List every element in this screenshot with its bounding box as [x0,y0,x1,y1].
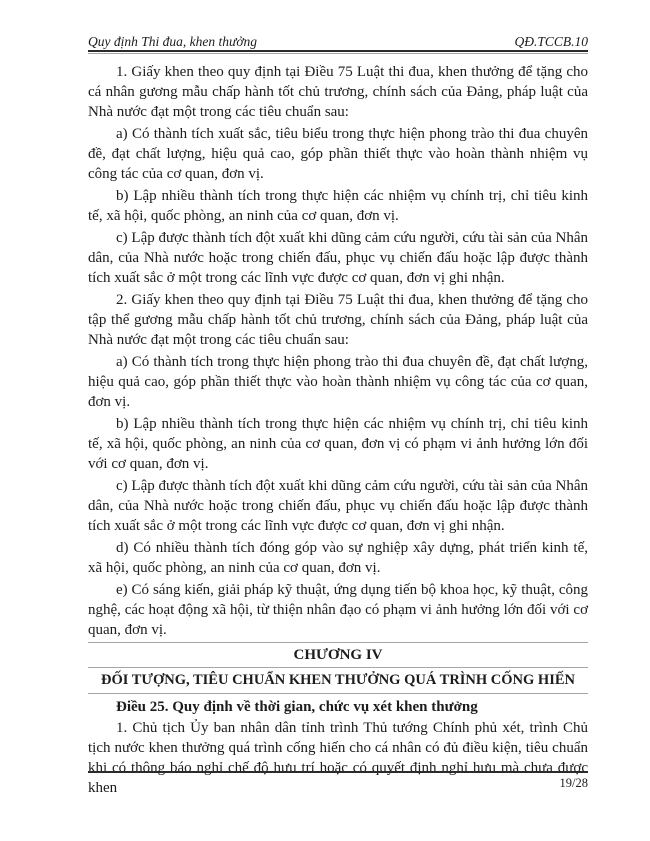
paragraph: 1. Giấy khen theo quy định tại Điều 75 Luật thi đua, khen thưởng để tặng cho cá nhân gương mẫu chấp hành tốt chủ trương, chính sách của Đảng, pháp luật của Nhà nước đạt một trong các tiêu chuẩn sau: [88,64,588,120]
page-number: 19/28 [559,776,588,790]
page-footer [88,771,588,790]
header-document-title: Quy định Thi đua, khen thưởng [88,34,258,49]
document-body [88,62,588,798]
paragraph: a) Có thành tích xuất sắc, tiêu biểu trong thực hiện phong trào thi đua chuyên đề, đạt chất lượng, hiệu quả cao, góp phần thiết thực vào hoàn thành nhiệm vụ công tác của cơ quan, đơn vị. [88,126,588,182]
paragraph: 1. Chủ tịch Ủy ban nhân dân tỉnh trình Thủ tướng Chính phủ xét, trình Chủ tịch nước khen thưởng quá trình cống hiến cho cá nhân có đủ điều kiện, tiêu chuẩn khi có thông báo nghỉ chế độ hưu trí hoặc có quyết định nghỉ hưu mà chưa được khen [88,720,588,796]
chapter-subheading: ĐỐI TƯỢNG, TIÊU CHUẨN KHEN THƯỞNG QUÁ TRÌNH CỐNG HIẾN [88,670,588,694]
header-rule [88,53,588,54]
paragraph: e) Có sáng kiến, giải pháp kỹ thuật, ứng dụng tiến bộ khoa học, kỹ thuật, công nghệ, các hoạt động xã hội, từ thiện nhân đạo có phạm vi ảnh hưởng lớn đối với cơ quan, đơn vị. [88,580,588,643]
paragraph: a) Có thành tích trong thực hiện phong trào thi đua chuyên đề, đạt chất lượng, hiệu quả cao, góp phần thiết thực vào hoàn thành nhiệm vụ công tác của cơ quan, đơn vị. [88,354,588,410]
paragraph: c) Lập được thành tích đột xuất khi dũng cảm cứu người, cứu tài sản của Nhân dân, của Nhà nước hoặc trong chiến đấu, phục vụ chiến đấu hoặc lập được thành tích xuất sắc ở một trong các lĩnh vực được cơ quan, đơn vị ghi nhận. [88,230,589,286]
paragraph: d) Có nhiều thành tích đóng góp vào sự nghiệp xây dựng, phát triển kinh tế, xã hội, quốc phòng, an ninh của cơ quan, đơn vị. [88,540,588,576]
chapter-heading: CHƯƠNG IV [88,645,588,668]
page-header [88,34,588,52]
header-document-code: QĐ.TCCB.10 [514,34,588,49]
article-heading: Điều 25. Quy định về thời gian, chức vụ xét khen thưởng [116,699,478,715]
paragraph: b) Lập nhiều thành tích trong thực hiện các nhiệm vụ chính trị, chỉ tiêu kinh tế, xã hội, quốc phòng, an ninh của cơ quan, đơn vị có phạm vi ảnh hưởng lớn đối với cơ quan, đơn vị. [88,416,588,472]
paragraph: b) Lập nhiều thành tích trong thực hiện các nhiệm vụ chính trị, chỉ tiêu kinh tế, xã hội, quốc phòng, an ninh của cơ quan, đơn vị. [88,188,588,224]
paragraph: 2. Giấy khen theo quy định tại Điều 75 Luật thi đua, khen thưởng để tặng cho tập thể gương mẫu chấp hành tốt chủ trương, chính sách của Đảng, pháp luật của Nhà nước đạt một trong các tiêu chuẩn sau: [88,292,588,348]
paragraph: c) Lập được thành tích đột xuất khi dũng cảm cứu người, cứu tài sản của Nhân dân, của Nhà nước hoặc trong chiến đấu, phục vụ chiến đấu hoặc lập được thành tích xuất sắc ở một trong các lĩnh vực được cơ quan, đơn vị ghi nhận. [88,478,589,534]
